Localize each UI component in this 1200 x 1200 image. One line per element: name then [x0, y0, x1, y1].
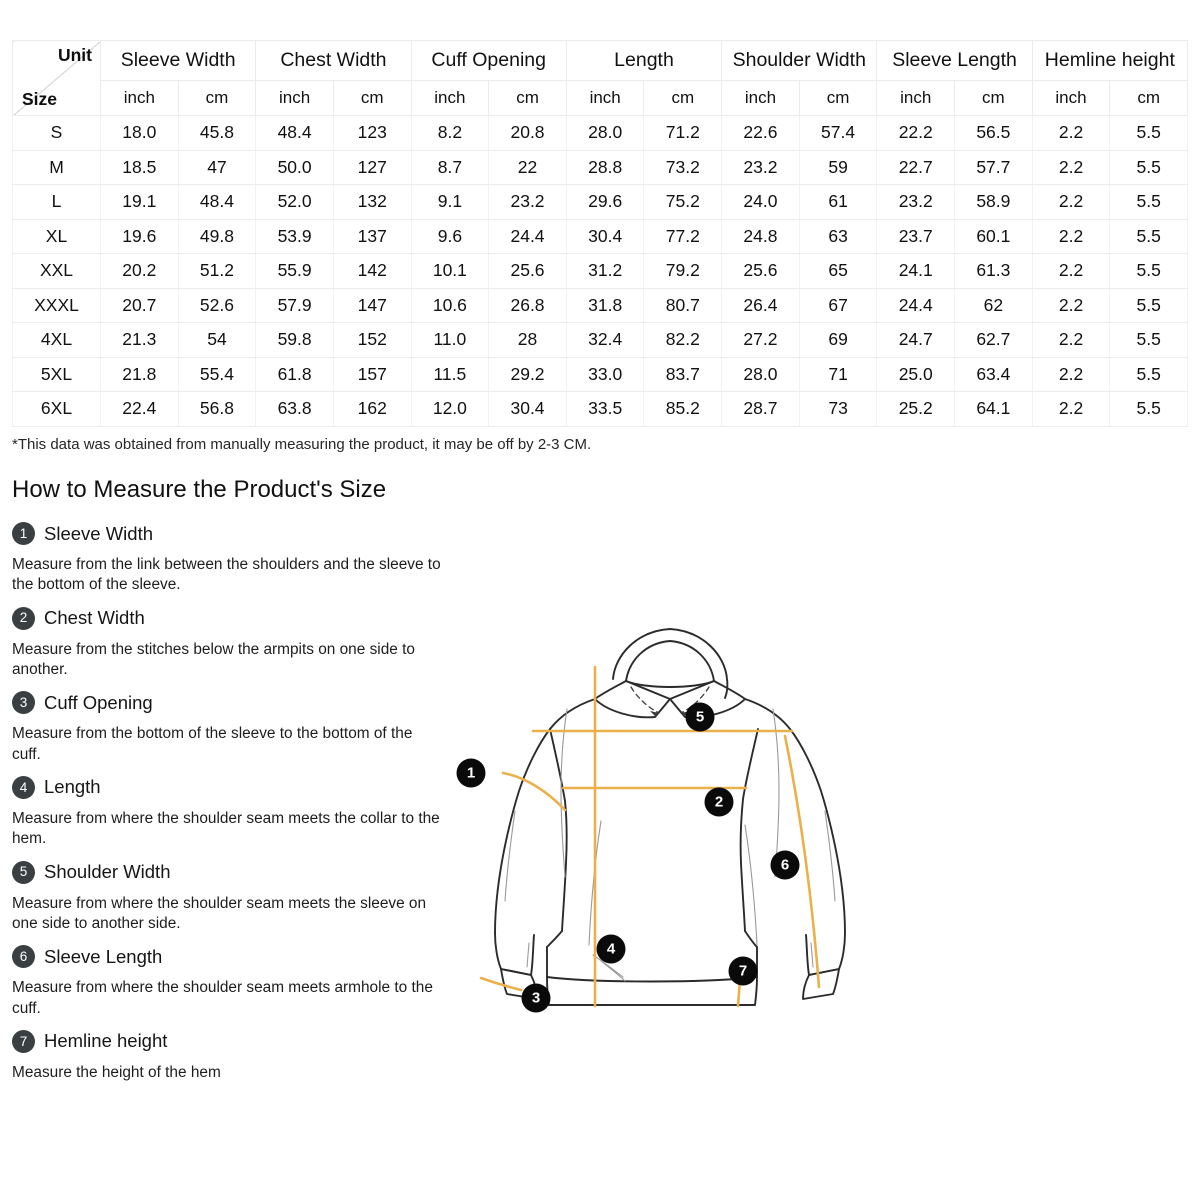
cell: 18.5 — [101, 150, 179, 185]
cell: 28.0 — [566, 116, 644, 151]
cell: 25.2 — [877, 392, 955, 427]
measure-instruction-item — [12, 861, 452, 935]
cell: 55.4 — [178, 357, 256, 392]
cell: 11.0 — [411, 323, 489, 358]
cell: 162 — [333, 392, 411, 427]
instruction-title-row — [12, 691, 452, 714]
instruction-title: Hemline height — [44, 1030, 168, 1052]
unit-header: inch — [411, 81, 489, 116]
unit-size-corner-cell — [13, 41, 101, 116]
instruction-title: Chest Width — [44, 607, 145, 629]
cell: 2.2 — [1032, 219, 1110, 254]
header-row-units — [13, 81, 1188, 116]
cell: 30.4 — [566, 219, 644, 254]
cell: 83.7 — [644, 357, 722, 392]
cell: 23.7 — [877, 219, 955, 254]
cell: 31.2 — [566, 254, 644, 289]
unit-header: inch — [877, 81, 955, 116]
measure-instruction-item — [12, 691, 452, 765]
cell: 52.0 — [256, 185, 334, 220]
cell: 20.8 — [489, 116, 567, 151]
line-cuff-opening — [481, 978, 521, 990]
cell: 71.2 — [644, 116, 722, 151]
cell: 49.8 — [178, 219, 256, 254]
cell: 33.0 — [566, 357, 644, 392]
cell: 29.2 — [489, 357, 567, 392]
cell: 62.7 — [955, 323, 1033, 358]
cell: 47 — [178, 150, 256, 185]
cell: 5.5 — [1110, 323, 1188, 358]
cell: 5.5 — [1110, 288, 1188, 323]
cell: 24.4 — [877, 288, 955, 323]
hoodie-technical-drawing-icon — [455, 595, 885, 1020]
table-body — [13, 116, 1188, 427]
marker-label: 5 — [695, 708, 705, 726]
unit-header: cm — [333, 81, 411, 116]
cell: 85.2 — [644, 392, 722, 427]
instruction-description: Measure from the bottom of the sleeve to the bottom of the cuff. — [12, 725, 413, 763]
cell: 2.2 — [1032, 150, 1110, 185]
instruction-description: Measure from where the shoulder seam meets the collar to the hem. — [12, 809, 440, 848]
measure-instruction-item — [12, 1030, 452, 1083]
marker-4 — [597, 935, 626, 964]
unit-header: cm — [799, 81, 877, 116]
instruction-title-row — [12, 861, 452, 884]
unit-header: cm — [955, 81, 1033, 116]
cell: 5.5 — [1110, 219, 1188, 254]
cell: 8.2 — [411, 116, 489, 151]
cell: 69 — [799, 323, 877, 358]
cell: 5.5 — [1110, 357, 1188, 392]
cell: 22.6 — [722, 116, 800, 151]
cell: 62 — [955, 288, 1033, 323]
cell: 157 — [333, 357, 411, 392]
marker-5 — [686, 703, 715, 732]
marker-1 — [457, 759, 486, 788]
cell: 2.2 — [1032, 185, 1110, 220]
cell: 31.8 — [566, 288, 644, 323]
cell: 2.2 — [1032, 357, 1110, 392]
instruction-title: Sleeve Width — [44, 522, 153, 544]
marker-label: 4 — [606, 940, 616, 958]
cell: 23.2 — [877, 185, 955, 220]
cell: 28.7 — [722, 392, 800, 427]
measure-instruction-item — [12, 945, 452, 1019]
cell: 2.2 — [1032, 323, 1110, 358]
cell: 56.5 — [955, 116, 1033, 151]
cell: 9.6 — [411, 219, 489, 254]
cell: 2.2 — [1032, 254, 1110, 289]
cell: 67 — [799, 288, 877, 323]
how-to-measure-heading: How to Measure the Product's Size — [12, 476, 387, 503]
table-row — [13, 254, 1188, 289]
cell: 26.8 — [489, 288, 567, 323]
cell: 48.4 — [178, 185, 256, 220]
cell: 5.5 — [1110, 116, 1188, 151]
unit-header: inch — [722, 81, 800, 116]
column-group-hemline-height: Hemline height — [1032, 41, 1187, 81]
cell: 22.2 — [877, 116, 955, 151]
cell: 64.1 — [955, 392, 1033, 427]
cell: 132 — [333, 185, 411, 220]
table-row — [13, 288, 1188, 323]
cell: 33.5 — [566, 392, 644, 427]
cell: 75.2 — [644, 185, 722, 220]
instruction-description: Measure from the stitches below the armpits on one side to another. — [12, 640, 415, 678]
cell: 147 — [333, 288, 411, 323]
row-size-label: XXXL — [13, 288, 101, 323]
cell: 27.2 — [722, 323, 800, 358]
cell: 59.8 — [256, 323, 334, 358]
cell: 50.0 — [256, 150, 334, 185]
column-group-chest-width: Chest Width — [256, 41, 411, 81]
instruction-title-row — [12, 607, 452, 630]
cell: 19.1 — [101, 185, 179, 220]
column-group-shoulder-width: Shoulder Width — [722, 41, 877, 81]
number-badge-icon: 7 — [12, 1030, 35, 1053]
instruction-title-row — [12, 776, 452, 799]
header-row-groups — [13, 41, 1188, 81]
number-badge-icon: 6 — [12, 945, 35, 968]
cell: 137 — [333, 219, 411, 254]
column-group-cuff-opening: Cuff Opening — [411, 41, 566, 81]
cell: 2.2 — [1032, 392, 1110, 427]
cell: 82.2 — [644, 323, 722, 358]
cell: 63 — [799, 219, 877, 254]
unit-header: inch — [256, 81, 334, 116]
cell: 24.1 — [877, 254, 955, 289]
cell: 127 — [333, 150, 411, 185]
row-size-label: XXL — [13, 254, 101, 289]
number-badge-icon: 2 — [12, 607, 35, 630]
corner-size-label: Size — [22, 89, 58, 109]
instruction-description: Measure from where the shoulder seam meets the sleeve on one side to another side. — [12, 894, 427, 932]
cell: 57.4 — [799, 116, 877, 151]
cell: 24.7 — [877, 323, 955, 358]
line-sleeve-width — [503, 773, 565, 810]
unit-header: inch — [101, 81, 179, 116]
cell: 59 — [799, 150, 877, 185]
marker-2 — [705, 788, 734, 817]
column-group-length: Length — [566, 41, 721, 81]
cell: 58.9 — [955, 185, 1033, 220]
cell: 32.4 — [566, 323, 644, 358]
cell: 30.4 — [489, 392, 567, 427]
measure-instruction-item — [12, 522, 452, 596]
number-badge-icon: 5 — [12, 861, 35, 884]
table-row — [13, 323, 1188, 358]
cell: 123 — [333, 116, 411, 151]
cell: 23.2 — [722, 150, 800, 185]
cell: 53.9 — [256, 219, 334, 254]
cell: 57.9 — [256, 288, 334, 323]
unit-header: cm — [178, 81, 256, 116]
cell: 28.8 — [566, 150, 644, 185]
instruction-description: Measure from where the shoulder seam meets armhole to the cuff. — [12, 979, 433, 1017]
row-size-label: M — [13, 150, 101, 185]
row-size-label: L — [13, 185, 101, 220]
cell: 23.2 — [489, 185, 567, 220]
measure-instruction-item — [12, 776, 452, 850]
marker-6 — [771, 851, 800, 880]
cell: 10.1 — [411, 254, 489, 289]
row-size-label: XL — [13, 219, 101, 254]
instruction-title-row — [12, 1030, 452, 1053]
row-size-label: 4XL — [13, 323, 101, 358]
cell: 25.0 — [877, 357, 955, 392]
marker-label: 2 — [714, 793, 724, 811]
cell: 8.7 — [411, 150, 489, 185]
corner-unit-label: Unit — [57, 45, 92, 65]
cell: 19.6 — [101, 219, 179, 254]
unit-header: cm — [644, 81, 722, 116]
cell: 29.6 — [566, 185, 644, 220]
instruction-title-row — [12, 945, 452, 968]
cell: 9.1 — [411, 185, 489, 220]
cell: 71 — [799, 357, 877, 392]
size-chart-table — [12, 40, 1188, 427]
cell: 73.2 — [644, 150, 722, 185]
cell: 63.8 — [256, 392, 334, 427]
column-group-sleeve-width: Sleeve Width — [101, 41, 256, 81]
marker-label: 1 — [466, 764, 476, 782]
cell: 2.2 — [1032, 116, 1110, 151]
cell: 55.9 — [256, 254, 334, 289]
cell: 22.7 — [877, 150, 955, 185]
measurement-disclaimer: *This data was obtained from manually measuring the product, it may be off by 2-3 CM. — [12, 436, 592, 453]
unit-header: inch — [566, 81, 644, 116]
cell: 11.5 — [411, 357, 489, 392]
cell: 20.7 — [101, 288, 179, 323]
cell: 21.8 — [101, 357, 179, 392]
cell: 26.4 — [722, 288, 800, 323]
number-badge-icon: 3 — [12, 691, 35, 714]
cell: 5.5 — [1110, 150, 1188, 185]
cell: 5.5 — [1110, 185, 1188, 220]
marker-label: 6 — [780, 856, 790, 874]
table-row — [13, 185, 1188, 220]
cell: 73 — [799, 392, 877, 427]
marker-3 — [522, 984, 551, 1013]
measure-instruction-item — [12, 607, 452, 681]
cell: 56.8 — [178, 392, 256, 427]
cell: 22 — [489, 150, 567, 185]
table-header — [13, 41, 1188, 116]
cell: 24.0 — [722, 185, 800, 220]
cell: 60.1 — [955, 219, 1033, 254]
cell: 25.6 — [489, 254, 567, 289]
cell: 18.0 — [101, 116, 179, 151]
table-row — [13, 150, 1188, 185]
cell: 22.4 — [101, 392, 179, 427]
number-badge-icon: 1 — [12, 522, 35, 545]
cell: 61.8 — [256, 357, 334, 392]
cell: 24.8 — [722, 219, 800, 254]
cell: 65 — [799, 254, 877, 289]
column-group-sleeve-length: Sleeve Length — [877, 41, 1032, 81]
unit-header: cm — [1110, 81, 1188, 116]
hoodie-diagram — [455, 595, 885, 1020]
cell: 28.0 — [722, 357, 800, 392]
cell: 25.6 — [722, 254, 800, 289]
number-badge-icon: 4 — [12, 776, 35, 799]
instruction-title: Cuff Opening — [44, 691, 153, 713]
cell: 5.5 — [1110, 392, 1188, 427]
cell: 152 — [333, 323, 411, 358]
table-row — [13, 116, 1188, 151]
cell: 63.4 — [955, 357, 1033, 392]
cell: 12.0 — [411, 392, 489, 427]
row-size-label: 5XL — [13, 357, 101, 392]
cell: 57.7 — [955, 150, 1033, 185]
cell: 28 — [489, 323, 567, 358]
cell: 45.8 — [178, 116, 256, 151]
cell: 20.2 — [101, 254, 179, 289]
cell: 52.6 — [178, 288, 256, 323]
unit-header: cm — [489, 81, 567, 116]
cell: 2.2 — [1032, 288, 1110, 323]
marker-7 — [729, 957, 758, 986]
table-row — [13, 392, 1188, 427]
instruction-title: Sleeve Length — [44, 945, 163, 967]
instruction-title-row — [12, 522, 452, 545]
cell: 142 — [333, 254, 411, 289]
instruction-description: Measure the height of the hem — [12, 1063, 221, 1081]
marker-label: 3 — [531, 989, 541, 1007]
cell: 61.3 — [955, 254, 1033, 289]
cell: 79.2 — [644, 254, 722, 289]
table-row — [13, 357, 1188, 392]
cell: 51.2 — [178, 254, 256, 289]
cell: 54 — [178, 323, 256, 358]
cell: 61 — [799, 185, 877, 220]
cell: 24.4 — [489, 219, 567, 254]
instruction-description: Measure from the link between the shoulders and the sleeve to the bottom of the sleeve. — [12, 556, 441, 594]
table-row — [13, 219, 1188, 254]
diagram-markers — [457, 703, 800, 1013]
cell: 5.5 — [1110, 254, 1188, 289]
how-to-measure-list — [12, 522, 452, 1094]
row-size-label: S — [13, 116, 101, 151]
row-size-label: 6XL — [13, 392, 101, 427]
instruction-title: Length — [44, 776, 101, 798]
cell: 21.3 — [101, 323, 179, 358]
instruction-title: Shoulder Width — [44, 861, 171, 883]
cell: 48.4 — [256, 116, 334, 151]
cell: 77.2 — [644, 219, 722, 254]
cell: 10.6 — [411, 288, 489, 323]
marker-label: 7 — [738, 962, 748, 980]
cell: 80.7 — [644, 288, 722, 323]
unit-header: inch — [1032, 81, 1110, 116]
